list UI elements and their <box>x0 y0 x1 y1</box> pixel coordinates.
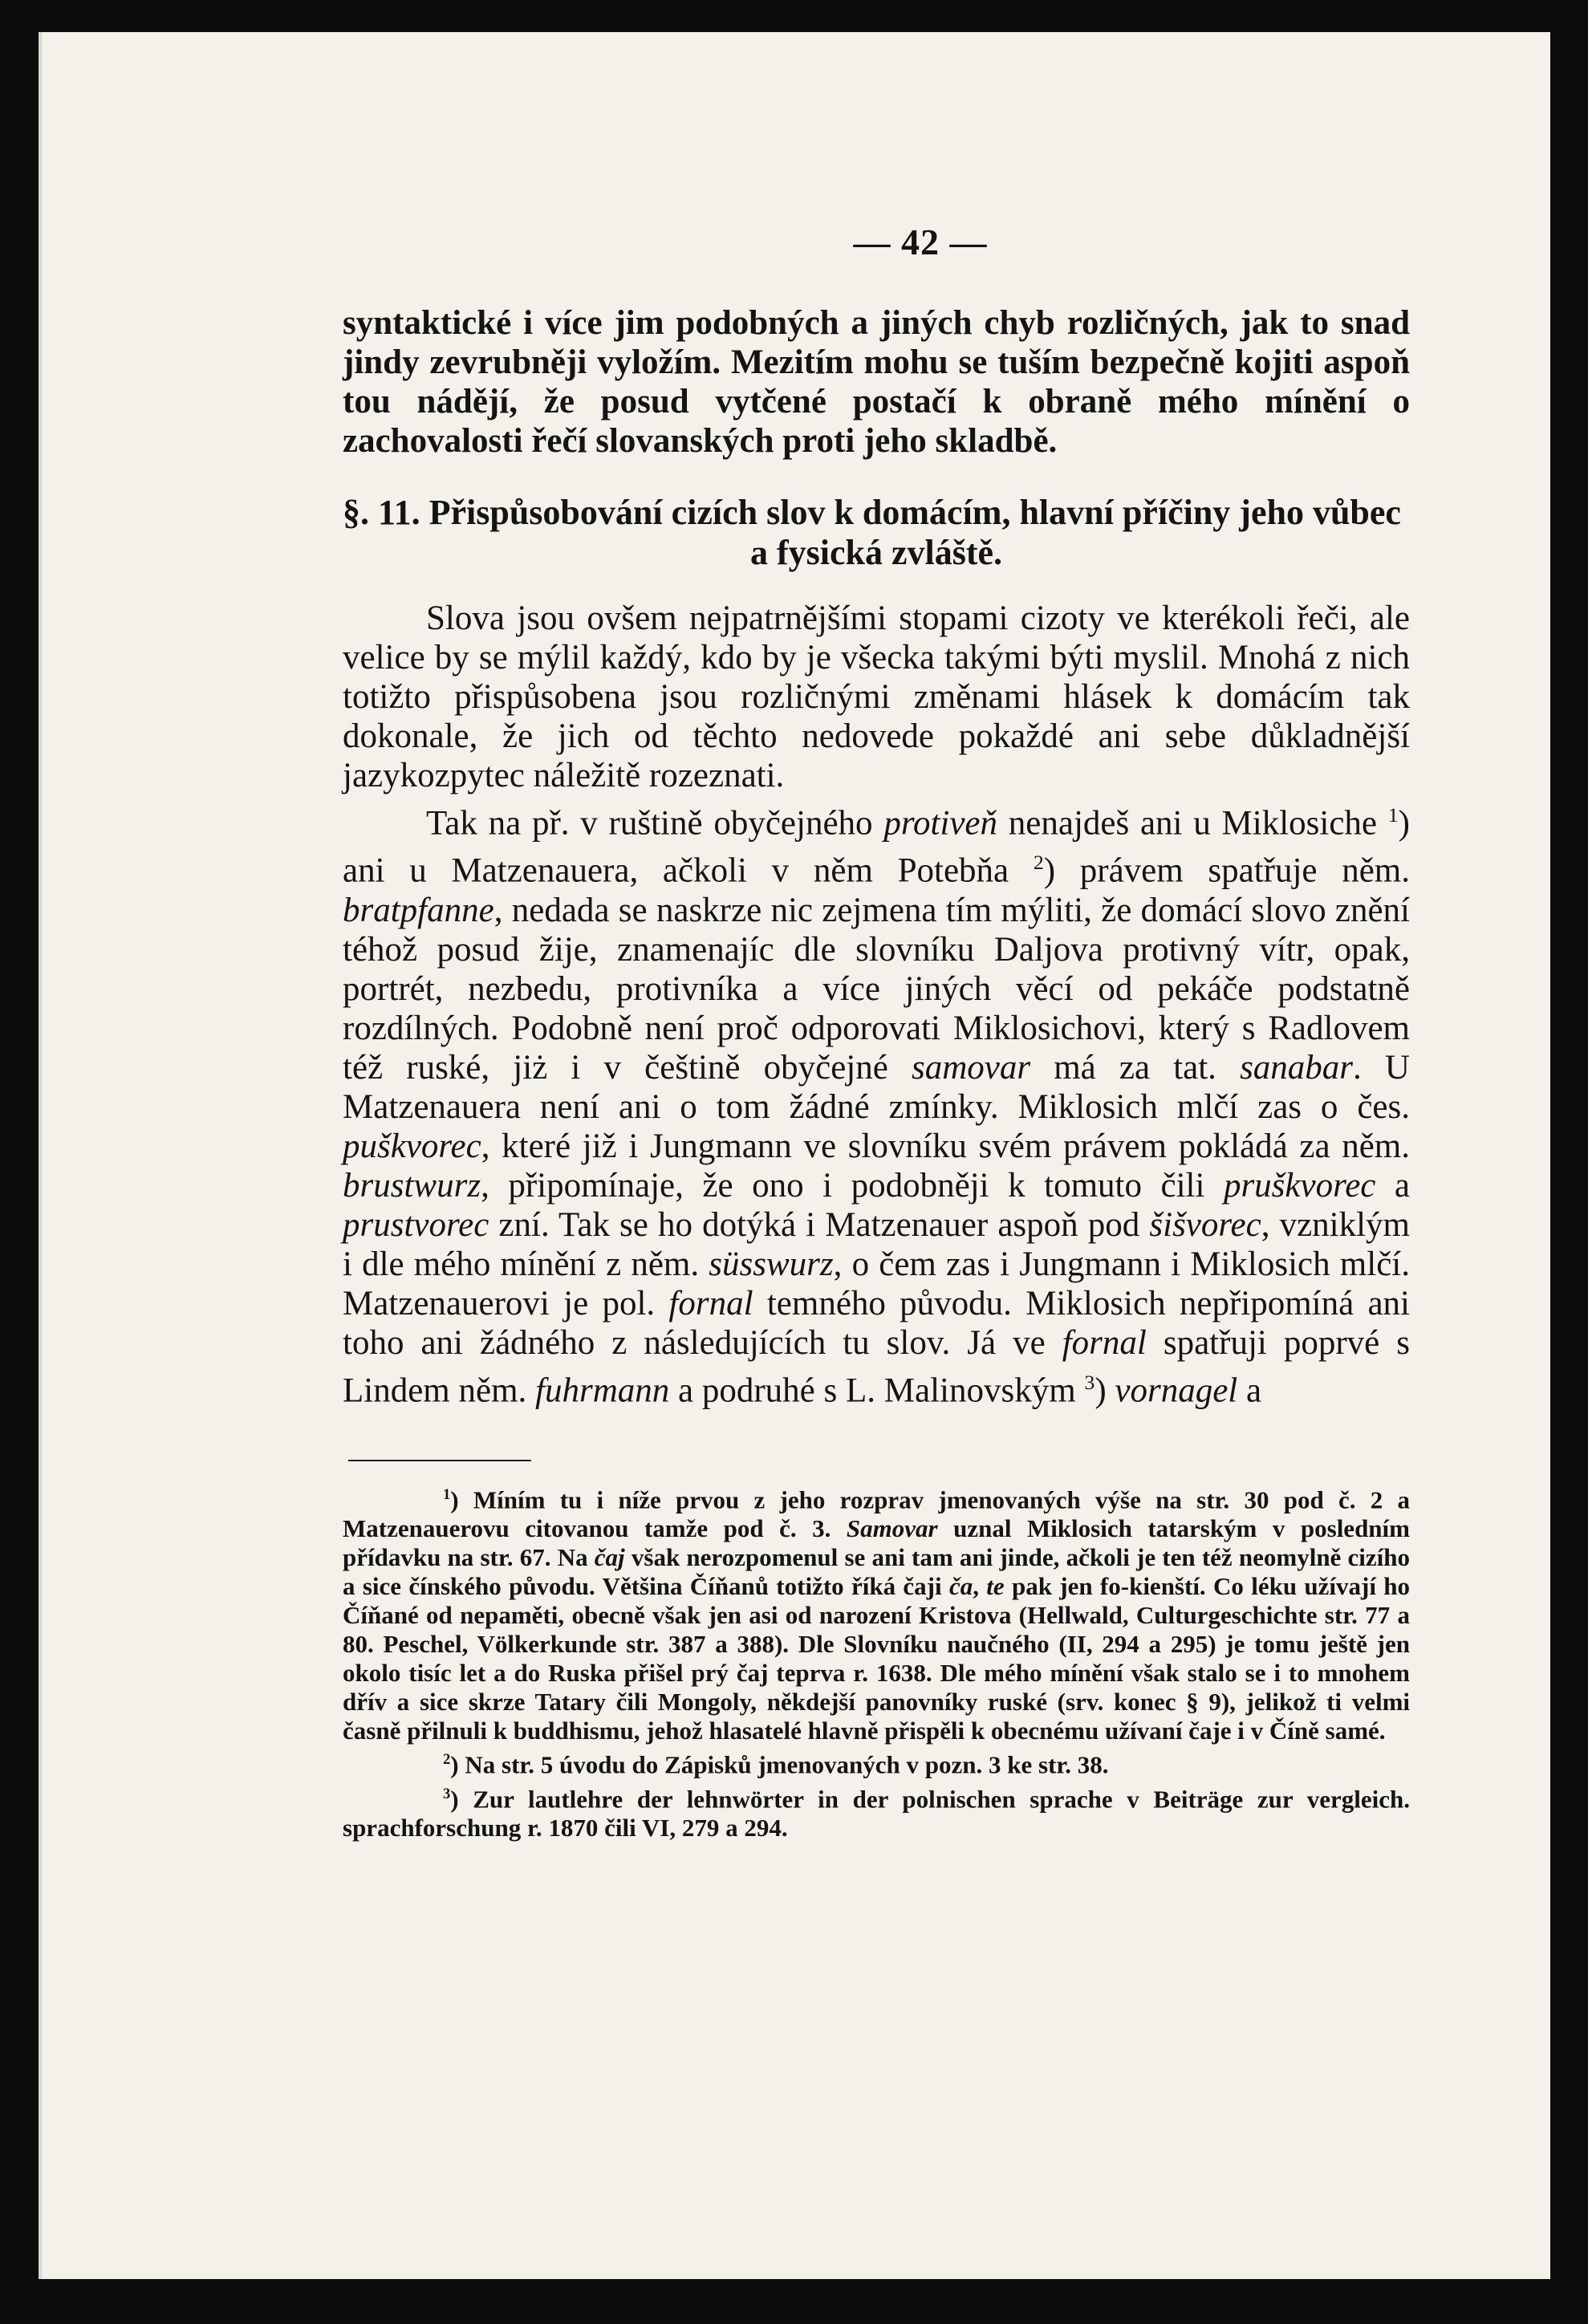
footnotes <box>343 1481 1410 1843</box>
term-puskvorec: puškvorec <box>343 1127 481 1165</box>
section-heading <box>343 493 1410 573</box>
footnote-ref-1: 1 <box>1387 803 1399 827</box>
paragraph-1: Slova jsou ovšem nejpatrnějšími stopami cizoty ve kterékoli řeči, ale velice by se mýlil každý, kdo by je všecka takými býti myslil. Mnohá z nich totižto přispůsobena jsou rozličnými změnami hlásek k domácím tak dokonale, že jich od těchto nedovede pokaždé ani sebe důkladnější jazykozpytec náležitě rozeznati. <box>343 599 1410 794</box>
paragraph-2: Tak na př. v ruštině obyčejného protiveň nenajdeš ani u Miklosiche $^1$) ani u Matzenauera, ačkoli v něm Potebňa $^2$) právem spatřuje něm. bratpfanne, nedada se naskrze nic zejmena tím mýliti, že domácí slovo znění téhož posud žije, znamenajíc dle slovníku Daljova protivný vítr, opak, portrét, nezbedu, protivníka a více jiných věcí od pekáče podstatně rozdílných. Podobně není proč odporovati Miklosichovi, který s Radlovem též ruské, jiż i v češtině obyčejné samovar má za tat. sanabar. U Matzenauera není ani o tom žádné zmínky. Miklosich mlčí zas o čes. puškvorec, které již i Jungmann ve slovníku svém právem pokládá za něm. brustwurz, připomínaje, že ono i podobněji k tomuto čili pruškvorec a prustvorec zní. Tak se ho dotýká i Matzenauer aspoň pod šišvorec, vzniklým i dle mého mínění z něm. süsswurz, o čem zas i Jungmann i Miklosich mlčí. Matzenauerovi je pol. fornal temného původu. Miklosich nepřipomíná ani toho ani žádného z následujících tu slov. Já ve fornal spatřuji poprvé s Lindem něm. fuhrmann a podruhé s L. Malinovským $^3$) vornagel a <box>343 803 1410 1409</box>
term-samovar: samovar <box>911 1048 1031 1087</box>
term-brustwurz: brustwurz <box>343 1166 481 1205</box>
term-fuhrmann: fuhrmann <box>535 1371 670 1409</box>
footnote-divider <box>348 1460 531 1461</box>
section-title: Přispůsobování cizích slov k domácím, hlavní příčiny jeho vůbec a fysická zvláště. <box>428 493 1401 572</box>
term-prustvorec: prustvorec <box>343 1205 489 1244</box>
footnote-ref-3: 3 <box>1084 1370 1095 1394</box>
section-number: §. 11. <box>343 493 420 532</box>
term-susswurz: süsswurz <box>709 1245 834 1283</box>
footnote-1: $^1$) Míním tu i níže prvou z jeho rozprav jmenovaných výše na str. 30 pod č. 2 a Matzenauerovu citovanou tamže pod č. 3. Samovar uznal Miklosich tatarským v posledním přídavku na str. 67. Na čaj však nerozpomenul se ani tam ani jinde, ačkoli je ten též neomylně cizího a sice čínského původu. Většina Číňanů totižto říká čaji ča, te pak jen fo-kienští. Co léku užívají ho Číňané od nepaměti, obecně však jen asi od narození Kristova (Hellwald, Culturgeschichte str. 77 a 80. Peschel, Völkerkunde str. 387 a 388). Dle Slovníku naučného (II, 294 a 295) je tomu ještě jen okolo tisíc let a do Ruska přišel prý čaj teprva r. 1638. Dle mého mínění však stalo se i to mnohem dřív a sice skrze Tatary čili Mongoly, někdejší panovníky ruské (srv. konec § 9), jelikož ti velmi časně přilnuli k buddhismu, jehož hlasatelé hlavně přispěli k obecnému užívaní čaje i v Číně samé. <box>343 1485 1411 1745</box>
footnote-ref-2: 2 <box>1033 851 1044 875</box>
footnote-2: $^2$) Na str. 5 úvodu do Zápisků jmenovaných v pozn. 3 ke str. 38. <box>443 1750 1109 1779</box>
term-fornal: fornal <box>668 1284 753 1322</box>
intro-paragraph: syntaktické i více jim podobných a jiných chyb rozličných, jak to snad jindy zevrubněji vyložím. Mezitím mohu se tuším bezpečně kojiti aspoň tou nádějí, že posud vytčené postačí k obraně mého mínění o zachovalosti řečí slovanských proti jeho skladbě. <box>343 304 1410 460</box>
body-text <box>343 303 1410 1410</box>
footnote-3: $^3$) Zur lautlehre der lehnwörter in der polnischen sprache v Beiträge zur vergleich. sprachforschung r. 1870 čili VI, 279 a 294. <box>343 1784 1410 1842</box>
term-sisvorec: šišvorec <box>1149 1205 1261 1244</box>
term-vornagel: vornagel <box>1115 1371 1238 1409</box>
page-number: — 42 — <box>853 221 988 262</box>
book-page <box>39 32 1550 2279</box>
term-bratpfanne: bratpfanne <box>343 891 494 929</box>
term-fornal-2: fornal <box>1062 1323 1147 1362</box>
term-sanabar: sanabar <box>1240 1048 1354 1087</box>
term-protiven: protiveň <box>883 804 998 843</box>
term-pruskvorec: pruškvorec <box>1223 1166 1376 1205</box>
text-column <box>343 221 1410 1843</box>
